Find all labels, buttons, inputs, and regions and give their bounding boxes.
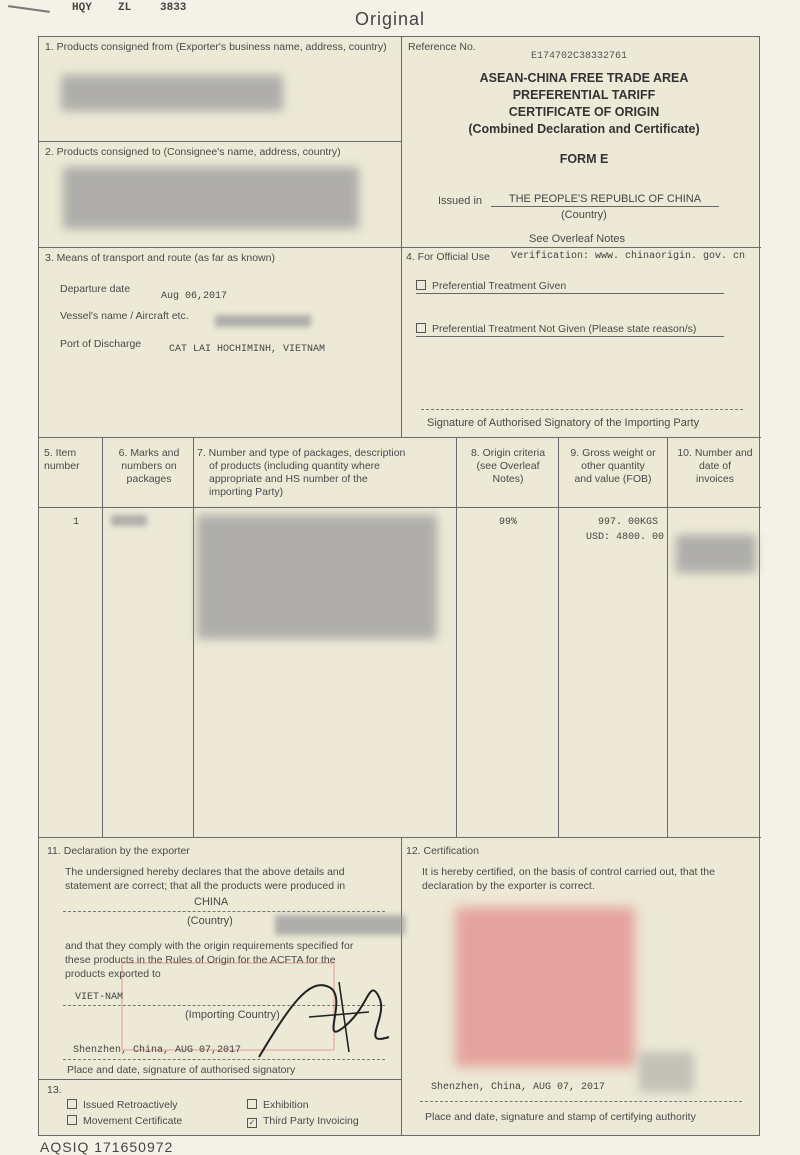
importing-signature-caption: Signature of Authorised Signatory of the Importing Party: [427, 417, 700, 429]
declaration-text-4: these products in the Rules of Origin for the ACFTA for the: [65, 954, 336, 966]
gross-weight: 997. 00KGS: [598, 517, 659, 528]
see-overleaf-notes: See Overleaf Notes: [529, 233, 625, 245]
declaration-text-3: and that they comply with the origin requirements specified for: [65, 940, 354, 952]
country-line: [63, 911, 385, 912]
col-marks-header: 6. Marks and numbers on packages: [118, 447, 180, 485]
exporter-place-date: Shenzhen, China, AUG 07,2017: [73, 1045, 242, 1056]
box3-label: 3. Means of transport and route (as far as known): [45, 252, 275, 264]
original-label: Original: [355, 9, 426, 29]
opt-issued-retroactively[interactable]: Issued Retroactively: [67, 1099, 178, 1112]
exporter-caption: Place and date, signature of authorised signatory: [67, 1064, 296, 1076]
item-number: 1: [73, 517, 80, 528]
box12-label: 12. Certification: [406, 845, 479, 857]
importing-country-caption: (Importing Country): [185, 1009, 280, 1021]
certifying-place-date: Shenzhen, China, AUG 07, 2017: [431, 1082, 606, 1093]
verification-text: Verification: www. chinaorigin. gov. cn: [511, 251, 746, 262]
given-checkbox[interactable]: [416, 280, 426, 290]
declaration-text-2: statement are correct; that all the products were produced in: [65, 880, 346, 892]
certification-text-1: It is hereby certified, on the basis of control carried out, that the: [422, 866, 715, 878]
header-code-num: 3833: [160, 2, 187, 14]
exhibition-checkbox[interactable]: [247, 1099, 257, 1109]
certifying-signature-line: [420, 1101, 742, 1102]
redacted-consignee: [63, 167, 359, 229]
importing-signature-line: [421, 409, 743, 410]
redacted-invoice: [676, 535, 756, 573]
box13-label: 13.: [47, 1084, 62, 1096]
redacted-vessel: [215, 315, 311, 327]
vessel-label: Vessel's name / Aircraft etc.: [60, 310, 189, 322]
issued-in-value: THE PEOPLE'S REPUBLIC OF CHINA: [491, 193, 719, 207]
not-given-label: Preferential Treatment Not Given (Please state reason/s): [432, 323, 697, 335]
reference-label: Reference No.: [408, 41, 476, 53]
redacted-authority: [639, 1052, 694, 1092]
redacted-marks: [111, 515, 147, 526]
box11-label: 11. Declaration by the exporter: [47, 845, 190, 857]
exporter-signature-line: [63, 1059, 385, 1060]
title-line-3: CERTIFICATE OF ORIGIN: [508, 105, 660, 119]
port-label: Port of Discharge: [60, 338, 142, 350]
third-party-checkbox[interactable]: ✓: [248, 1118, 256, 1127]
opt-exhibition[interactable]: Exhibition: [247, 1099, 309, 1112]
importing-country-value: VIET-NAM: [75, 992, 124, 1003]
header-code-left: HQY: [72, 2, 92, 14]
preferential-given[interactable]: [416, 280, 724, 294]
certifying-stamp: [455, 907, 635, 1067]
title-line-2: PREFERENTIAL TARIFF: [512, 88, 656, 102]
col-weight-header: 9. Gross weight or other quantity and value (FOB): [570, 447, 656, 485]
departure-label: Departure date: [60, 283, 131, 295]
col-invoice-header: 10. Number and date of invoices: [677, 447, 753, 485]
box2-label: 2. Products consigned to (Consignee's name, address, country): [45, 146, 341, 158]
title-line-1: ASEAN-CHINA FREE TRADE AREA: [479, 71, 689, 85]
title-line-4: (Combined Declaration and Certificate): [468, 122, 700, 136]
issued-country-caption: (Country): [561, 209, 607, 221]
declaration-text-1: The undersigned hereby declares that the above details and: [65, 866, 345, 878]
retroactive-checkbox[interactable]: [67, 1099, 77, 1109]
exporter-signature: [249, 967, 399, 1067]
certification-text-2: declaration by the exporter is correct.: [422, 880, 595, 892]
origin-criteria: 99%: [499, 517, 518, 528]
issued-in-label: Issued in: [438, 195, 483, 207]
fob-value: USD: 4800. 00: [586, 532, 665, 543]
produced-country: CHINA: [194, 896, 229, 908]
opt-third-party-invoicing[interactable]: ✓ Third Party Invoicing: [248, 1115, 359, 1127]
col-origin-header: 8. Origin criteria (see Overleaf Notes): [470, 447, 546, 485]
certifying-caption: Place and date, signature and stamp of certifying authority: [425, 1111, 696, 1123]
box1-label: 1. Products consigned from (Exporter's business name, address, country): [45, 41, 387, 53]
box4-label: 4. For Official Use: [406, 251, 490, 263]
not-given-checkbox[interactable]: [416, 323, 426, 333]
col-item-header: 5. Item number: [44, 447, 80, 472]
movement-checkbox[interactable]: [67, 1115, 77, 1125]
produced-country-caption: (Country): [187, 915, 233, 927]
pen-mark: [8, 5, 50, 13]
port-value: CAT LAI HOCHIMINH, VIETNAM: [169, 344, 326, 355]
form-name: FORM E: [559, 152, 609, 166]
serial-number: AQSIQ 171650972: [40, 1139, 174, 1155]
departure-value: Aug 06,2017: [161, 291, 228, 302]
certificate-title: [409, 70, 759, 138]
reference-number: E174702C38332761: [531, 51, 628, 62]
redacted-exporter: [61, 75, 283, 111]
redacted-description: [197, 515, 437, 639]
certificate-form: [38, 36, 760, 1136]
given-label: Preferential Treatment Given: [432, 280, 567, 292]
declaration-text-5: products exported to: [65, 968, 161, 980]
col-description-header: 7. Number and type of packages, description of products (including quantity where appropriate and HS number of the importing Party): [197, 447, 406, 498]
opt-movement-certificate[interactable]: Movement Certificate: [67, 1115, 182, 1128]
redacted-declaration: [275, 915, 405, 935]
preferential-not-given[interactable]: [416, 323, 724, 337]
header-code-mid: ZL: [118, 2, 132, 14]
